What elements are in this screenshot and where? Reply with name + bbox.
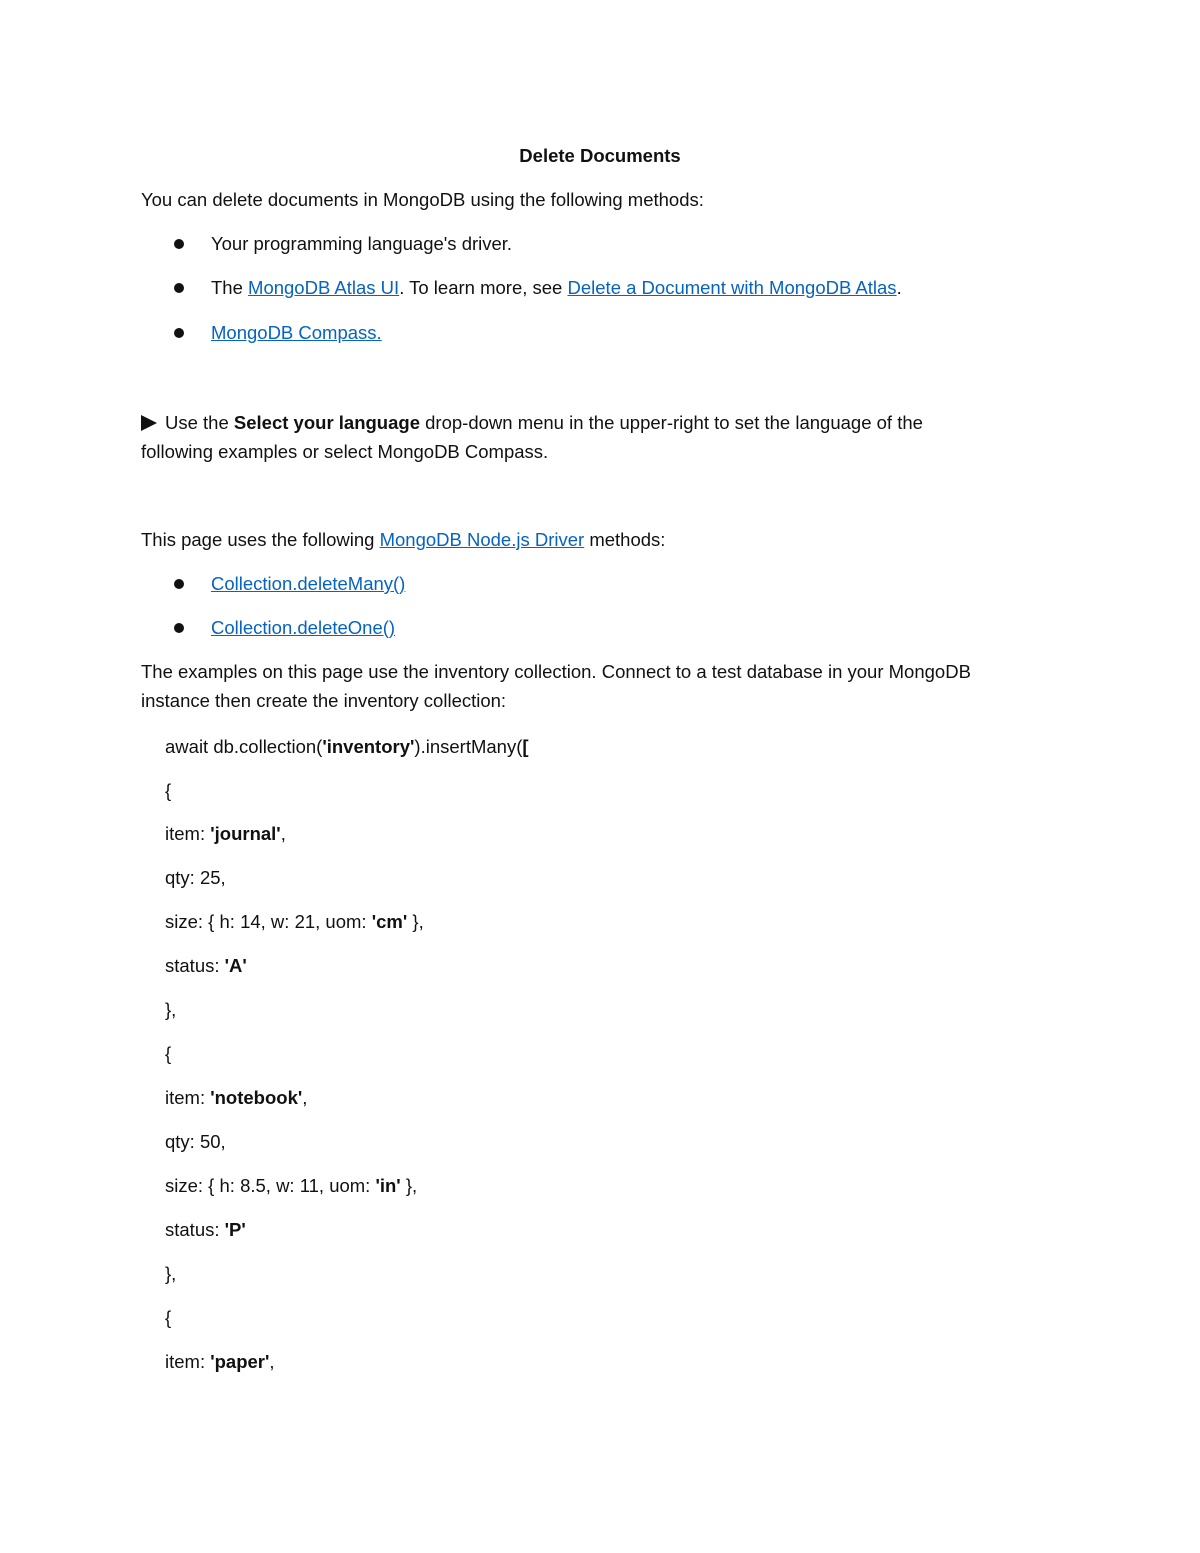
note-bold: Select your language xyxy=(233,412,420,433)
code-line: { xyxy=(165,1043,172,1064)
arrow-bullet-icon xyxy=(141,415,157,431)
list-item-deleteone xyxy=(211,616,395,640)
code-string: 'journal' xyxy=(210,823,281,844)
atlas-mid: . To learn more, see xyxy=(399,277,568,298)
driver-suffix: methods: xyxy=(584,529,666,550)
code-text: size: { h: 8.5, w: 11, uom: xyxy=(165,1175,376,1196)
code-string: 'A' xyxy=(224,955,247,976)
code-text: item: xyxy=(165,1087,211,1108)
code-line: }, xyxy=(165,999,177,1020)
note-suffix: drop-down menu in the upper-right to set the language of the xyxy=(420,412,923,433)
code-line: }, xyxy=(165,1263,177,1284)
list-item-deletemany xyxy=(211,572,405,596)
driver-intro xyxy=(141,528,665,552)
code-line: { xyxy=(165,780,172,801)
code-line: qty: 25, xyxy=(165,867,226,888)
code-text: }, xyxy=(400,1175,418,1196)
code-text: }, xyxy=(407,911,424,932)
code-line xyxy=(165,910,424,934)
list-item-compass xyxy=(211,321,382,345)
code-text: await db.collection( xyxy=(165,736,323,757)
code-text: item: xyxy=(165,823,211,844)
delete-many-link[interactable]: Collection.deleteMany() xyxy=(211,573,406,594)
examples-text-line2: instance then create the inventory collection: xyxy=(141,690,507,711)
code-text: ).insertMany( xyxy=(414,736,523,757)
bullet-icon xyxy=(174,579,184,589)
code-string: 'notebook' xyxy=(210,1087,303,1108)
code-string: 'in' xyxy=(375,1175,401,1196)
code-bracket: [ xyxy=(522,736,529,757)
code-text: size: { h: 14, w: 21, uom: xyxy=(165,911,372,932)
code-text: , xyxy=(280,823,286,844)
code-string: 'P' xyxy=(224,1219,246,1240)
code-string: 'inventory' xyxy=(322,736,415,757)
bullet-icon xyxy=(174,283,184,293)
code-text: , xyxy=(269,1351,275,1372)
code-line xyxy=(165,1174,417,1198)
delete-one-link[interactable]: Collection.deleteOne() xyxy=(211,617,396,638)
mongodb-compass-link[interactable]: MongoDB Compass. xyxy=(211,322,382,343)
intro-text: You can delete documents in MongoDB using the following methods: xyxy=(141,189,704,210)
bullet-icon xyxy=(174,239,184,249)
code-line xyxy=(165,954,247,978)
page-title: Delete Documents xyxy=(519,145,681,166)
code-line: qty: 50, xyxy=(165,1131,226,1152)
code-string: 'paper' xyxy=(210,1351,270,1372)
mongodb-atlas-ui-link[interactable]: MongoDB Atlas UI xyxy=(248,277,400,298)
language-note xyxy=(141,411,923,435)
language-note-line2: following examples or select MongoDB Compass. xyxy=(141,441,549,462)
code-text: , xyxy=(302,1087,308,1108)
code-string: 'cm' xyxy=(371,911,408,932)
bullet-icon xyxy=(174,623,184,633)
nodejs-driver-link[interactable]: MongoDB Node.js Driver xyxy=(379,529,585,550)
code-line xyxy=(165,1350,275,1374)
code-line xyxy=(165,1218,246,1242)
list-item-driver: Your programming language's driver. xyxy=(211,233,513,254)
code-line xyxy=(165,735,529,759)
code-line xyxy=(165,1086,307,1110)
code-text: status: xyxy=(165,955,225,976)
code-line xyxy=(165,822,286,846)
atlas-prefix: The xyxy=(211,277,249,298)
atlas-suffix: . xyxy=(896,277,902,298)
examples-text-line1: The examples on this page use the inventory collection. Connect to a test database in your MongoDB xyxy=(141,661,971,682)
note-prefix: Use the xyxy=(165,412,234,433)
code-text: item: xyxy=(165,1351,211,1372)
driver-prefix: This page uses the following xyxy=(141,529,380,550)
code-line: { xyxy=(165,1307,172,1328)
delete-document-atlas-link[interactable]: Delete a Document with MongoDB Atlas xyxy=(567,277,897,298)
bullet-icon xyxy=(174,328,184,338)
list-item-atlas xyxy=(211,276,902,300)
code-text: status: xyxy=(165,1219,225,1240)
